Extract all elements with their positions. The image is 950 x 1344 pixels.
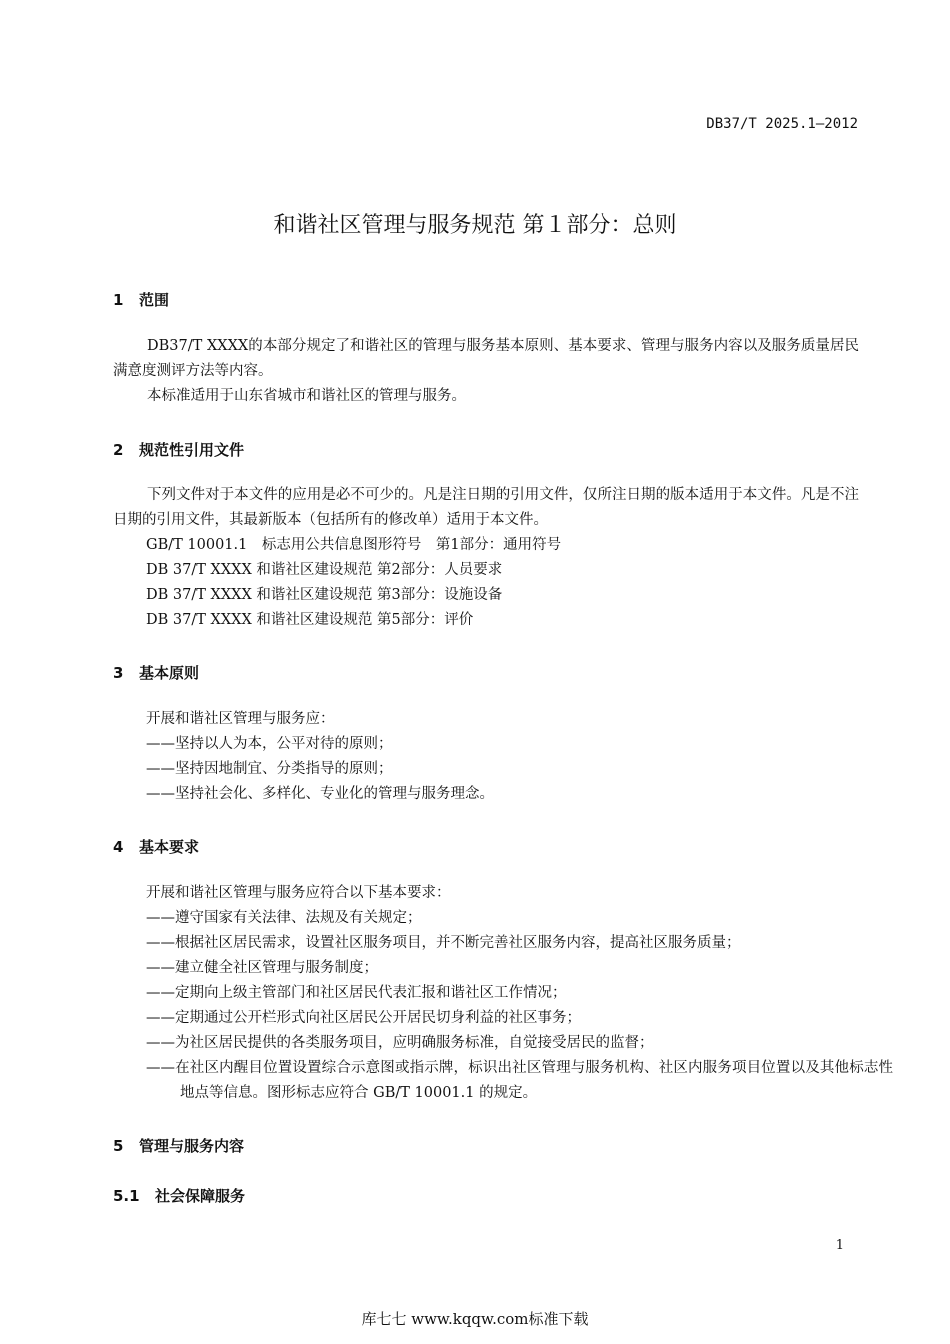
section-1-heading [113, 289, 169, 310]
section-number: 1 [113, 291, 124, 309]
list-item: ——定期向上级主管部门和社区居民代表汇报和谐社区工作情况； [146, 985, 567, 1001]
section-title: 社会保障服务 [155, 1187, 246, 1205]
section-3-heading [113, 662, 199, 683]
section-3-intro: 开展和谐社区管理与服务应： [146, 711, 335, 727]
section-number: 3 [113, 664, 124, 682]
standard-code: DB37/T 2025.1—2012 [706, 116, 858, 132]
footer-watermark: 库七七 www.kqqw.com标准下载 [361, 1310, 589, 1328]
subsection-5-1-heading [113, 1185, 245, 1206]
section-2-paragraph: 下列文件对于本文件的应用是必不可少的。凡是注日期的引用文件，仅所注日期的版本适用于本文件。凡是不注日期的引用文件，其最新版本（包括所有的修改单）适用于本文件。 [113, 487, 859, 528]
list-item: ——建立健全社区管理与服务制度； [146, 960, 378, 976]
list-item: ——遵守国家有关法律、法规及有关规定； [146, 910, 422, 926]
list-item: ——在社区内醒目位置设置综合示意图或指示牌，标识出社区管理与服务机构、社区内服务项目位置以及其他标志性地点等信息。图形标志应符合 GB/T 10001.1 的规定。 [146, 1060, 893, 1101]
section-number: 4 [113, 838, 124, 856]
page-number: 1 [835, 1238, 844, 1253]
section-4-heading [113, 836, 199, 857]
section-title: 范围 [139, 291, 170, 309]
document-title: 和谐社区管理与服务规范 第１部分：总则 [273, 213, 677, 238]
list-item: ——坚持因地制宜、分类指导的原则； [146, 761, 393, 777]
section-4-intro: 开展和谐社区管理与服务应符合以下基本要求： [146, 885, 451, 901]
reference-item: DB 37/T XXXX 和谐社区建设规范 第2部分：人员要求 [146, 562, 503, 578]
section-2-heading [113, 439, 244, 460]
list-item: ——为社区居民提供的各类服务项目，应明确服务标准，自觉接受居民的监督； [146, 1035, 654, 1051]
section-number: 2 [113, 441, 124, 459]
reference-item: DB 37/T XXXX 和谐社区建设规范 第3部分：设施设备 [146, 587, 503, 603]
section-title: 基本要求 [139, 838, 200, 856]
section-number: 5 [113, 1137, 124, 1155]
section-title: 基本原则 [139, 664, 200, 682]
section-5-heading [113, 1135, 244, 1156]
reference-item: GB/T 10001.1 标志用公共信息图形符号 第1部分：通用符号 [146, 537, 562, 553]
reference-item: DB 37/T XXXX 和谐社区建设规范 第5部分：评价 [146, 612, 474, 628]
section-number: 5.1 [113, 1187, 140, 1205]
section-title: 管理与服务内容 [139, 1137, 245, 1155]
list-item: ——根据社区居民需求，设置社区服务项目，并不断完善社区服务内容，提高社区服务质量； [146, 935, 741, 951]
list-item: ——定期通过公开栏形式向社区居民公开居民切身利益的社区事务； [146, 1010, 581, 1026]
list-item: ——坚持社会化、多样化、专业化的管理与服务理念。 [146, 786, 494, 802]
section-1-paragraph-2: 本标准适用于山东省城市和谐社区的管理与服务。 [147, 388, 466, 404]
section-title: 规范性引用文件 [139, 441, 245, 459]
section-1-paragraph-1: DB37/T XXXX的本部分规定了和谐社区的管理与服务基本原则、基本要求、管理与服务内容以及服务质量居民满意度测评方法等内容。 [113, 338, 859, 379]
list-item: ——坚持以人为本，公平对待的原则； [146, 736, 393, 752]
